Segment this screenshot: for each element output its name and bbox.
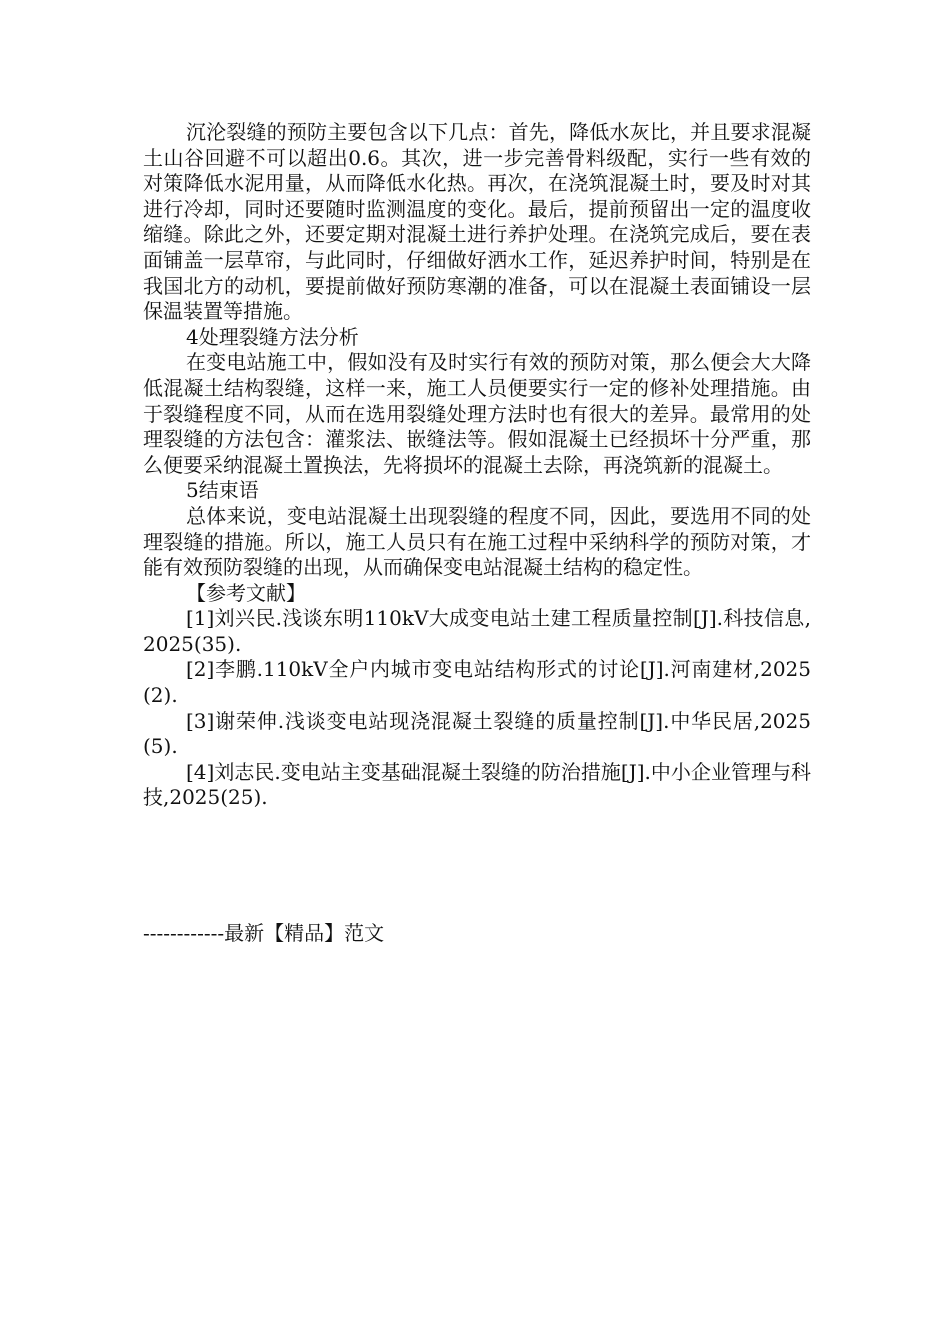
section-heading-crack-treatment: 4处理裂缝方法分析 [186, 324, 359, 349]
paragraph-crack-prevention: 沉沦裂缝的预防主要包含以下几点：首先，降低水灰比，并且要求混凝土山谷回避不可以超出0.6。其次，进一步完善骨料级配，实行一些有效的对策降低水泥用量，从而降低水化热。再次，在浇筑混凝土时，要及时对其进行冷却，同时还要随时监测温度的变化。最后，提前预留出一定的温度收缩缝。除此之外，还要定期对混凝土进行养护处理。在浇筑完成后，要在表面铺盖一层草帘，与此同时，仔细做好洒水工作，延迟养护时间，特别是在我国北方的动机，要提前做好预防寒潮的准备，可以在混凝土表面铺设一层保温装置等措施。 [143, 120, 811, 324]
paragraph-conclusion: 总体来说，变电站混凝土出现裂缝的程度不同，因此，要选用不同的处理裂缝的措施。所以，施工人员只有在施工过程中采纳科学的预防对策，才能有效预防裂缝的出现，从而确保变电站混凝土结构的稳定性。 [143, 503, 811, 580]
section-heading-conclusion: 5结束语 [186, 478, 259, 503]
reference-item-3: [3]谢荣伸.浅谈变电站现浇混凝土裂缝的质量控制[J].中华民居,2025(5). [143, 708, 811, 759]
page-footer: ------------最新【精品】范文 [143, 921, 385, 945]
document-body [143, 120, 811, 811]
references-heading: 【参考文献】 [186, 580, 306, 605]
paragraph-crack-treatment: 在变电站施工中，假如没有及时实行有效的预防对策，那么便会大大降低混凝土结构裂缝，这样一来，施工人员便要实行一定的修补处理措施。由于裂缝程度不同，从而在选用裂缝处理方法时也有很大的差异。最常用的处理裂缝的方法包含：灌浆法、嵌缝法等。假如混凝土已经损坏十分严重，那么便要采纳混凝土置换法，先将损坏的混凝土去除，再浇筑新的混凝土。 [143, 350, 811, 477]
reference-item-4: [4]刘志民.变电站主变基础混凝土裂缝的防治措施[J].中小企业管理与科技,2025(25). [143, 759, 811, 810]
reference-item-1: [1]刘兴民.浅谈东明110kV大成变电站土建工程质量控制[J].科技信息,2025(35). [143, 606, 811, 656]
reference-item-2: [2]李鹏.110kV全户内城市变电站结构形式的讨论[J].河南建材,2025(2). [143, 657, 811, 708]
